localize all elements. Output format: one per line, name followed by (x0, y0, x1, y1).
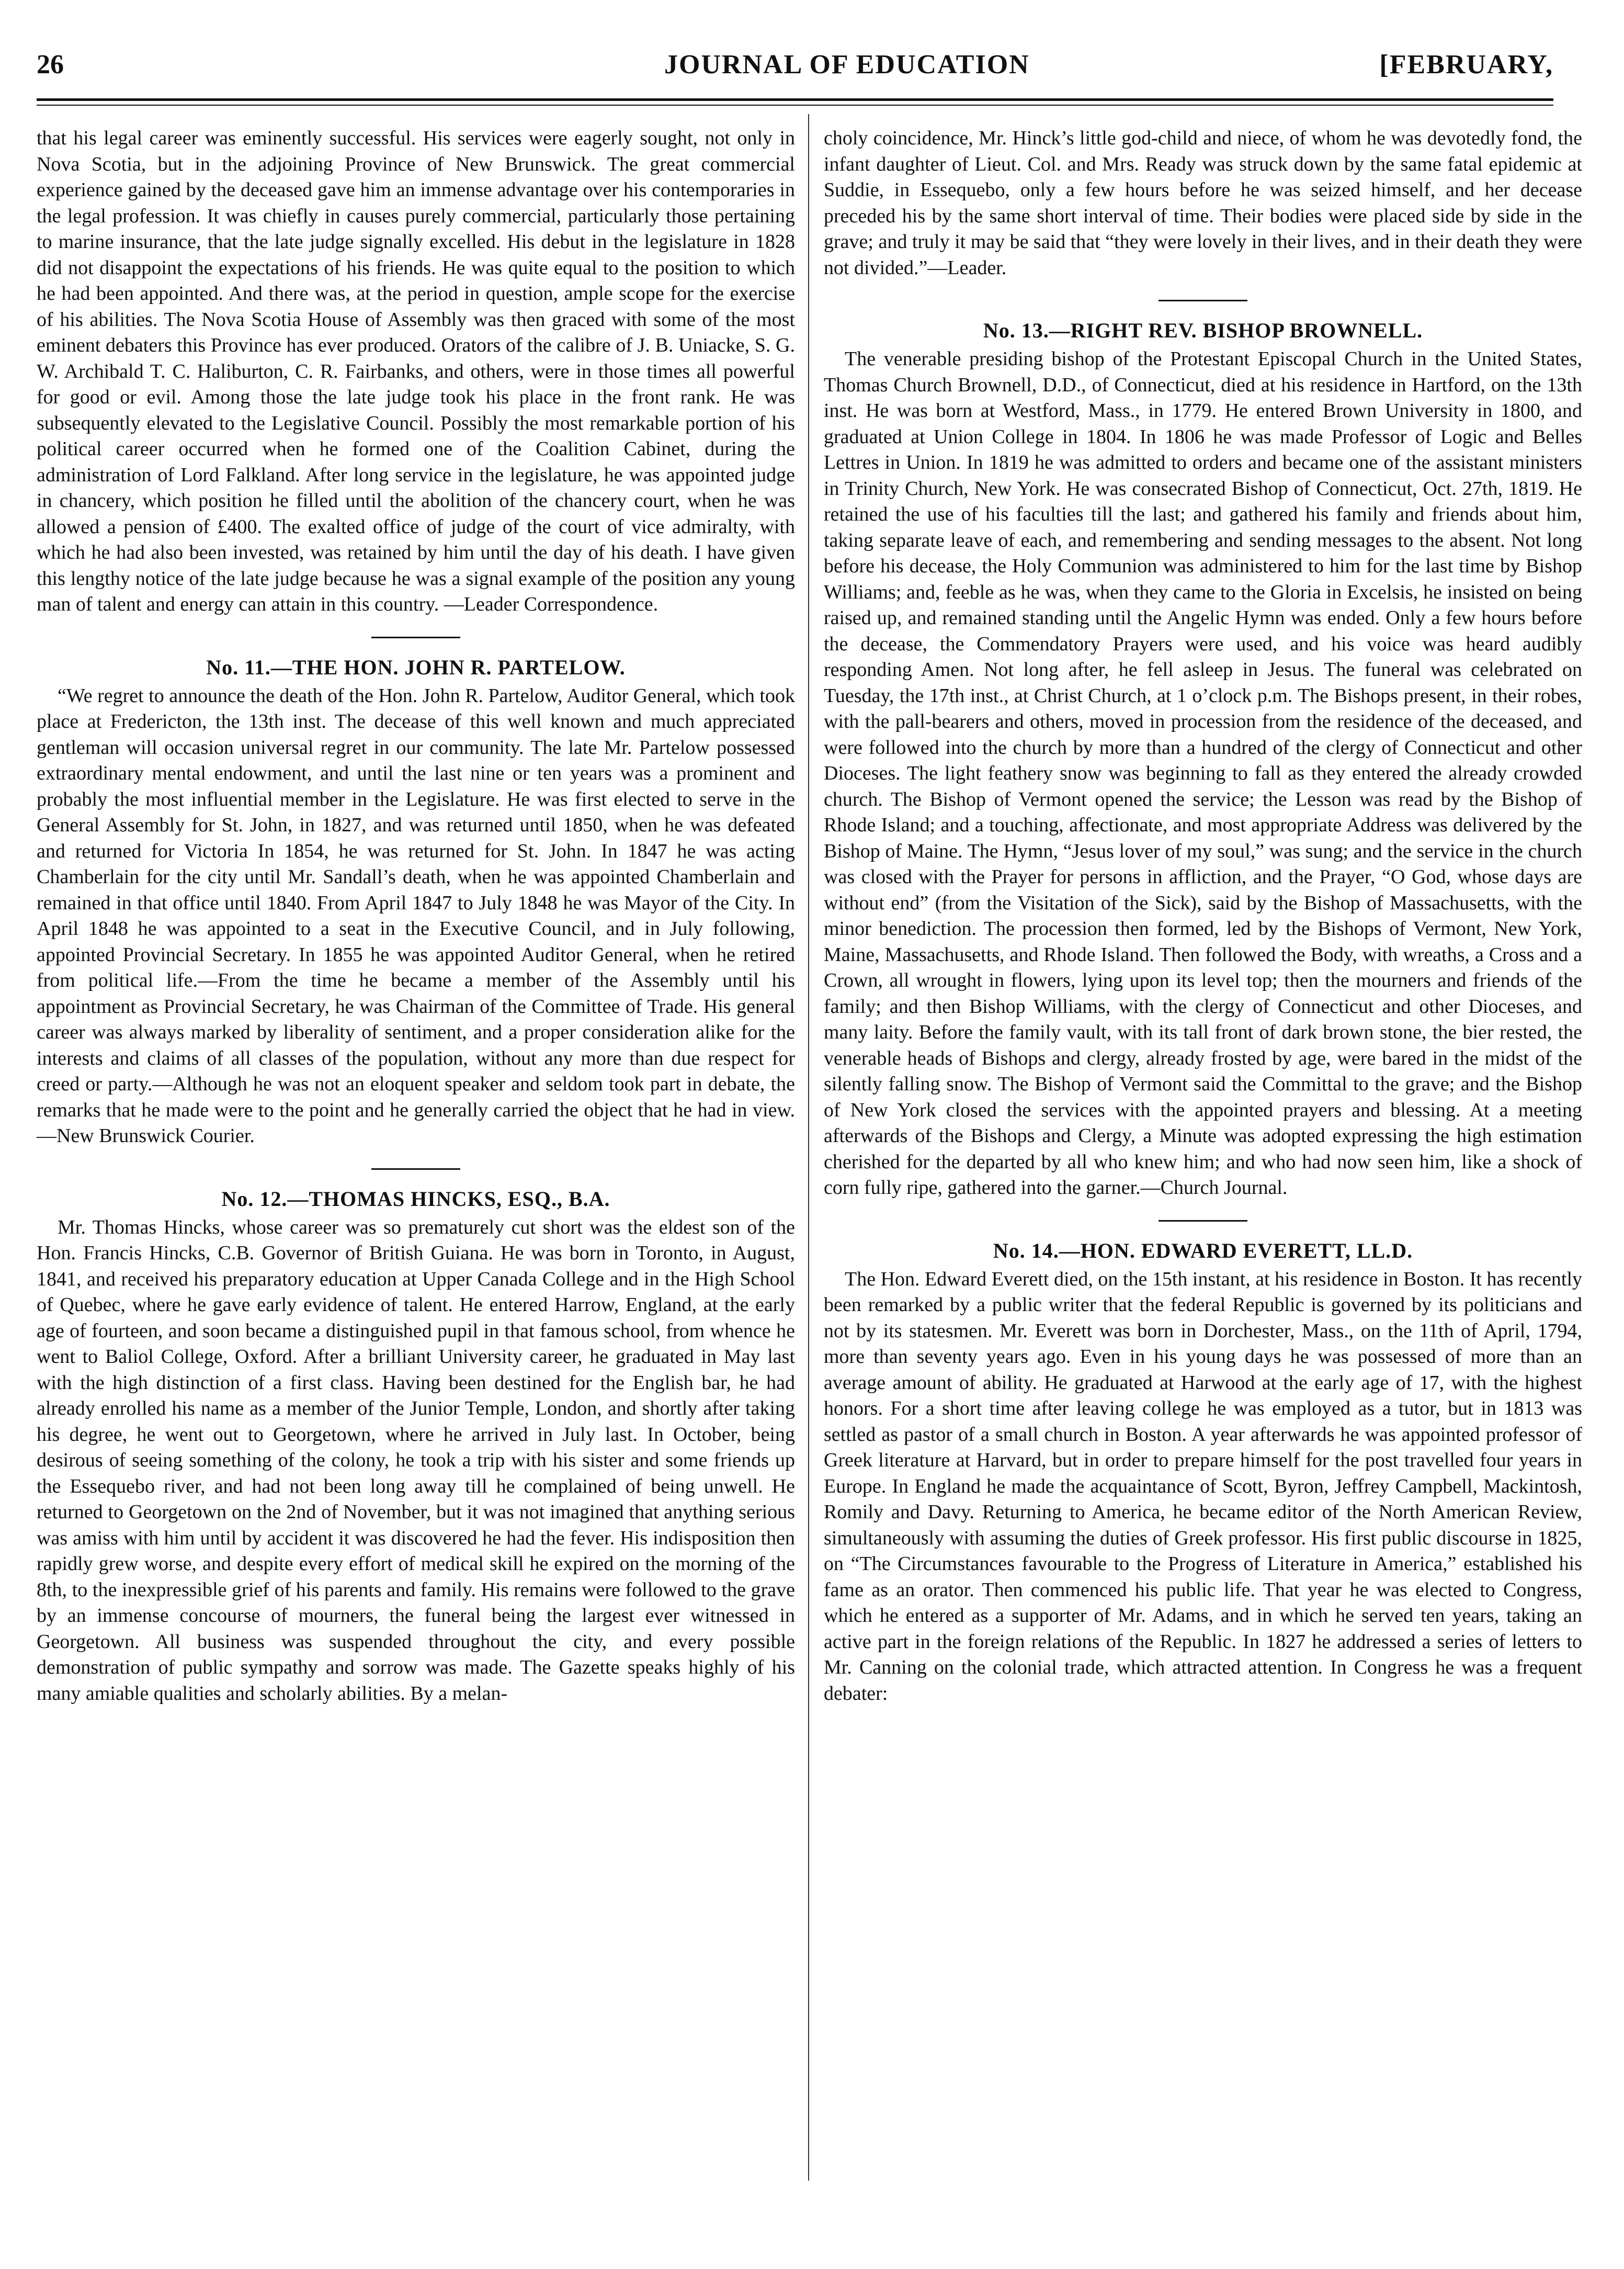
header-rule-thin (37, 105, 1553, 106)
section-heading-12: No. 12.—THOMAS HINCKS, ESQ., B.A. (221, 1187, 610, 1211)
section-separator (371, 1168, 460, 1170)
left-column (37, 126, 795, 1707)
section-body-13: The venerable presiding bishop of the Protestant Episcopal Church in the United States, Thomas Church Brownell, D.D., of Connecticut, died at his residence in Hartford, on the 13th inst. He was born at Westford, Mass., in 1779. He entered Brown University in 1800, and graduated at Union College in 1804. In 1806 he was made Professor of Logic and Belles Lettres in Union. In 1819 he was admitted to orders and became one of the assistant ministers in Trinity Church, New York. He was consecrated Bishop of Connecticut, Oct. 27th, 1819. He retained the use of his faculties till the last; and gathered his family and friends about him, taking separate leave of each, and remembering and sending messages to the absent. Not long before his decease, the Holy Communion was administered to him for the last time by Bishop Williams; and, feeble as he was, when they came to the Gloria in Excelsis, he insisted on being raised up, and remained standing until the Angelic Hymn was ended. Only a few hours before the decease, the Commendatory Prayers were used, and his voice was heard audibly responding Amen. Not long after, he fell asleep in Jesus. The funeral was celebrated on Tuesday, the 17th inst., at Christ Church, at 1 o’clock p.m. The Bishops present, in their robes, with the pall-bearers and others, moved in procession from the residence of the deceased, and were followed into the church by more than a hundred of the clergy of Connecticut and other Dioceses. The light feathery snow was beginning to fall as they entered the already crowded church. The Bishop of Vermont opened the service; the Lesson was read by the Bishop of Rhode Island; and a touching, affectionate, and most appropriate Address was delivered by the Bishop of Maine. The Hymn, “Jesus lover of my soul,” was sung; and the service in the church was closed with the Prayer for persons in affliction, and the Prayer, “O God, whose days are without end” (from the Visitation of the Sick), said by the Bishop of Massachusetts, with the minor benediction. The procession then formed, led by the Bishops of Vermont, New York, Maine, Massachusetts, and Rhode Island. Then followed the Body, with wreaths, a Cross and a Crown, all wrought in flowers, lying upon its level top; then the mourners and friends of the family; and then Bishop Williams, with the clergy of Connecticut and other Dioceses, and many laity. Before the family vault, with its tall front of dark brown stone, the bier rested, the venerable heads of Bishops and clergy, already frosted by age, were bared in the midst of the silently falling snow. The Bishop of Vermont said the Committal to the grave; and the Bishop of New York closed the services with the appointed prayers and blessing. At a meeting afterwards of the Bishops and Clergy, a Minute was adopted expressing the high estimation cherished for the departed by all who knew him; and who had now seen him, like a shock of corn fully ripe, gathered into the garner.—Church Journal. (824, 348, 1582, 1199)
section-separator (371, 637, 460, 638)
header-rule-thick (37, 98, 1553, 101)
right-column (824, 126, 1582, 1707)
section-body-12: Mr. Thomas Hincks, whose career was so prematurely cut short was the eldest son of the Hon. Francis Hincks, C.B. Governor of British Guiana. He was born in Toronto, in August, 1841, and received his preparatory education at Upper Canada College and in the High School of Quebec, where he gave early evidence of talent. He entered Harrow, England, at the early age of fourteen, and soon became a distinguished pupil in that famous school, from whence he went to Baliol College, Oxford. After a brilliant University career, he graduated in May last with the high distinction of a first class. Having been destined for the English bar, he had already enrolled his name as a member of the Junior Temple, London, and shortly after taking his degree, he went out to Georgetown, where he arrived in July last. In October, being desirous of seeing something of the colony, he took a trip with his sister and some friends up the Essequebo river, and had not been long away till he complained of being unwell. He returned to Georgetown on the 2nd of November, but it was not imagined that anything serious was amiss with him until by accident it was discovered he had the fever. His indisposition then rapidly grew worse, and despite every effort of medical skill he expired on the morning of the 8th, to the inexpressible grief of his parents and family. His remains were followed to the grave by an immense concourse of mourners, the funeral being the largest ever witnessed in Georgetown. All business was suspended throughout the city, and every possible demonstration of public sympathy and sorrow was made. The Gazette speaks highly of his many amiable qualities and scholarly abilities. By a melan- (37, 1216, 795, 1704)
page-number: 26 (37, 50, 64, 80)
column-divider (808, 114, 809, 2181)
section-body-14: The Hon. Edward Everett died, on the 15th instant, at his residence in Boston. It has recently been remarked by a public writer that the federal Republic is governed by its politicians and not by its statesmen. Mr. Everett was born in Dorchester, Mass., on the 11th of April, 1794, more than seventy years ago. Even in his young days he was possessed of more than an average amount of ability. He graduated at Harwood at the early age of 17, with the highest honors. For a short time after leaving college he was employed as a tutor, but in 1813 was settled as pastor of a small church in Boston. A year afterwards he was appointed professor of Greek literature at Harvard, but in order to prepare himself for the post travelled four years in Europe. In England he made the acquaintance of Scott, Byron, Jeffrey Campbell, Mackintosh, Romily and Davy. Returning to America, he became editor of the North American Review, simultaneously with assuming the duties of Greek professor. His first public discourse in 1825, on “The Circumstances favourable to the Progress of Literature in America,” established his fame as an orator. Then commenced his public life. That year he was elected to Congress, which he entered as a supporter of Mr. Adams, and in which he served ten years, taking an active part in the foreign relations of the Republic. In 1827 he addressed a series of letters to Mr. Canning on the colonial trade, which attracted attention. In Congress he was a frequent debater: (824, 1268, 1582, 1704)
section-heading-14: No. 14.—HON. EDWARD EVERETT, LL.D. (993, 1238, 1413, 1262)
section-separator (1159, 300, 1247, 301)
journal-title: JOURNAL OF EDUCATION (664, 50, 1030, 80)
continued-paragraph: choly coincidence, Mr. Hinck’s little god-child and niece, of whom he was devotedly fond, the infant daughter of Lieut. Col. and Mrs. Ready was struck down by the same fatal epidemic at Suddie, in Essequebo, only a few hours before he was seized himself, and her decease preceded his by the same short interval of time. Their bodies were placed side by side in the grave; and truly it may be said that “they were lovely in their lives, and in their death they were not divided.”—Leader. (824, 127, 1582, 279)
continued-paragraph: that his legal career was eminently successful. His services were eagerly sought, not only in Nova Scotia, but in the adjoining Province of New Brunswick. The great commercial experience gained by the deceased gave him an immense advantage over his contemporaries in the legal profession. It was chiefly in causes purely commercial, particularly those pertaining to marine insurance, that the late judge signally excelled. His debut in the legislature in 1828 did not disappoint the expectations of his friends. He was quite equal to the position to which he had been appointed. And there was, at the period in question, ample scope for the exercise of his abilities. The Nova Scotia House of Assembly was then graced with some of the most eminent debaters this Province has ever produced. Orators of the calibre of J. B. Uniacke, S. G. W. Archibald T. C. Haliburton, C. R. Fairbanks, and others, were in those times all powerful for good or evil. Among those the late judge took his place in the front rank. He was subsequently elevated to the Legislative Council. Possibly the most remarkable portion of his political career occurred when he formed one of the Coalition Cabinet, during the administration of Lord Falkland. After long service in the legislature, he was appointed judge in chancery, which position he filled until the abolition of the chancery court, when he was allowed a pension of £400. The exalted office of judge of the court of vice admiralty, with which he had also been invested, was retained by him until the day of his death. I have given this lengthy notice of the late judge because he was a signal example of the position any young man of talent and energy can attain in this country. —Leader Correspondence. (37, 127, 795, 615)
section-heading-11: No. 11.—THE HON. JOHN R. PARTELOW. (206, 655, 626, 679)
section-separator (1159, 1220, 1247, 1222)
section-body-11: “We regret to announce the death of the Hon. John R. Partelow, Auditor General, which took place at Fredericton, the 13th inst. The decease of this well known and much appreciated gentleman will occasion universal regret in our community. The late Mr. Partelow possessed extraordinary mental endowment, and until the last nine or ten years was a prominent and probably the most influential member in the Legislature. He was first elected to serve in the General Assembly for St. John, in 1827, and was returned until 1850, when he was defeated and returned for Victoria In 1854, he was returned for St. John. In 1847 he was acting Chamberlain for the city until Mr. Sandall’s death, when he was appointed Chamberlain and remained in that office until 1840. From April 1847 to July 1848 he was Mayor of the City. In April 1848 he was appointed to a seat in the Executive Council, and in July following, appointed Provincial Secretary. In 1855 he was appointed Auditor General, when he retired from political life.—From the time he became a member of the Assembly until his appointment as Provincial Secretary, he was Chairman of the Committee of Trade. His general career was always marked by liberality of sentiment, and a proper consideration alike for the interests and claims of all classes of the population, without any more than due respect for creed or party.—Although he was not an eloquent speaker and seldom took part in debate, the remarks that he made were to the point and he generally carried the object that he had in view.—New Brunswick Courier. (37, 684, 795, 1147)
section-heading-13: No. 13.—RIGHT REV. BISHOP BROWNELL. (983, 319, 1423, 342)
issue-month: [FEBRUARY, (1379, 50, 1553, 80)
page-header (37, 35, 1553, 92)
